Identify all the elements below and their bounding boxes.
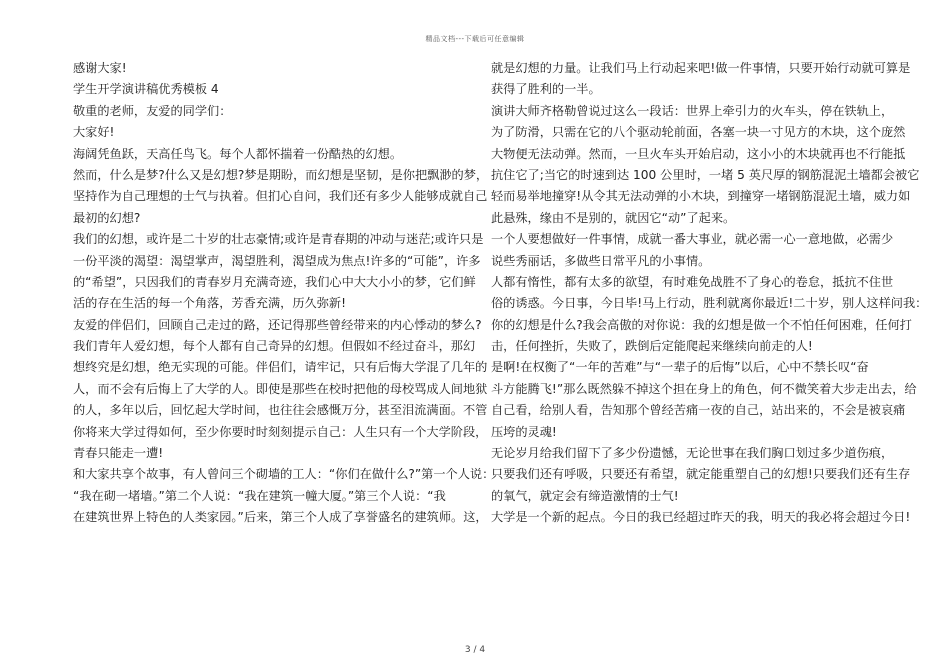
text-line: 在建筑世界上特色的人类家园。”后来，第三个人成了享誉盛名的建筑师。这，: [73, 510, 488, 525]
page-number: 3 / 4: [464, 645, 486, 655]
page-header: 精品文档---下载后可任意编辑: [425, 35, 525, 43]
text-line: 海阔凭鱼跃，天高任鸟飞。每个人都怀揣着一份酷热的幻想。: [73, 146, 403, 161]
text-line: 我们青年人爱幻想，每个人都有自己奇异的幻想。但假如不经过奋斗，那幻: [73, 339, 476, 354]
text-line: 和大家共享个故事，有人曾问三个砌墙的工人：“你们在做什么?”第一个人说：: [73, 467, 495, 482]
text-line: 说些秀丽话，多做些日常平凡的小事情。: [491, 253, 711, 268]
text-line: 的人，多年以后，回忆起大学时间，也往往会感慨万分，甚至泪流满面。不管: [73, 403, 488, 418]
text-line: 的“希望”，只因我们的青春岁月充满奇迹，我们心中大大小小的梦，它们鲜: [73, 274, 476, 289]
text-line: 一份平淡的渴望：渴望掌声，渴望胜利，渴望成为焦点!许多的“可能”，许多: [73, 253, 481, 268]
text-line: 轻而易举地撞穿!从令其无法动弹的小木块，到撞穿一堵钢筋混泥土墙，威力如: [491, 189, 911, 204]
text-line: 是啊!在权衡了“一年的苦难”与“一辈子的后悔”以后，心中不禁长叹“奋: [491, 360, 869, 375]
text-line: 只要我们还有呼吸，只要还有希望，就定能重塑自己的幻想!只要我们还有生存: [491, 467, 911, 482]
text-line: 此悬殊，缘由不是别的，就因它“动”了起来。: [491, 210, 736, 225]
text-line: 人都有惰性，都有太多的欲望，有时难免战胜不了身心的卷怠，抵抗不住世: [491, 274, 894, 289]
text-line: 活的存在生活的每一个角落，芳香充满，历久弥新!: [73, 296, 347, 311]
text-line: 学生开学演讲稿优秀模板 4: [73, 82, 219, 97]
right-column: [491, 58, 928, 529]
text-line: 你将来大学过得如何，至少你要时时刻刻提示自己：人生只有一个大学阶段，: [73, 424, 488, 439]
text-line: 俗的诱惑。今日事，今日毕!马上行动，胜利就离你最近!二十岁，别人这样问我：: [491, 296, 928, 311]
text-line: 然而，什么是梦?什么又是幻想?梦是期盼，而幻想是坚韧，是你把飘渺的梦，: [73, 167, 489, 182]
text-line: 最初的幻想?: [73, 210, 141, 225]
text-line: 获得了胜利的一半。: [491, 82, 601, 97]
text-line: 坚持作为自己理想的士气与执着。但扪心自问，我们还有多少人能够成就自己: [73, 189, 488, 204]
text-line: 就是幻想的力量。让我们马上行动起来吧!做一件事情，只要开始行动就可算是: [491, 61, 911, 75]
text-line: 无论岁月给我们留下了多少份遗憾，无论世事在我们胸口划过多少道伤痕，: [491, 446, 894, 461]
text-line: 大物便无法动弹。然而，一旦火车头开始启动，这小小的木块就再也不行能抵: [491, 146, 906, 161]
text-line: 压垮的灵魂!: [491, 424, 557, 439]
text-line: 的氧气，就定会有缔造激情的士气!: [491, 488, 679, 503]
text-line: 友爱的伴侣们，回顾自己走过的路，还记得那些曾经带来的内心悸动的梦么?: [73, 317, 482, 332]
text-line: 你的幻想是什么?我会高傲的对你说：我的幻想是做一个不怕任何困难，任何打: [491, 317, 912, 332]
text-line: 敬重的老师，友爱的同学们：: [73, 103, 232, 118]
text-line: 人，而不会有后悔上了大学的人。即使是那些在校时把他的母校骂成人间地狱: [73, 381, 488, 396]
text-line: 大家好!: [73, 125, 115, 140]
text-line: 抗住它了;当它的时速到达 100 公里时，一堵 5 英尺厚的钢筋混泥土墙都会被它: [491, 167, 920, 182]
text-line: 自己看，给别人看，告知那个曾经苦痛一夜的自己，站出来的，不会是被哀痛: [491, 403, 906, 418]
left-column: [73, 58, 495, 529]
text-line: “我在砌一堵墙。”第二个人说：“我在建筑一幢大厦。”第三个人说：“我: [73, 488, 446, 503]
text-line: 演讲大师齐格勒曾说过这么一段话：世界上牵引力的火车头，停在铁轨上，: [491, 103, 894, 118]
text-line: 一个人要想做好一件事情，成就一番大事业，就必需一心一意地做，必需少: [491, 232, 894, 247]
text-line: 为了防滑，只需在它的八个驱动轮前面，各塞一块一寸见方的木块，这个庞然: [491, 125, 906, 140]
text-line: 我们的幻想，或许是二十岁的壮志豪情;或许是青春期的冲动与迷茫;或许只是: [73, 232, 484, 247]
text-line: 击，任何挫折，失败了，跌倒后定能爬起来继续向前走的人!: [491, 339, 813, 354]
text-line: 大学是一个新的起点。今日的我已经超过昨天的我，明天的我必将会超过今日!: [491, 510, 911, 525]
text-line: 青春只能走一遭!: [73, 446, 164, 461]
text-line: 感谢大家!: [73, 61, 127, 75]
text-line: 斗方能腾飞!”那么既然躲不掉这个担在身上的角色，何不微笑着大步走出去，给: [491, 381, 917, 396]
text-line: 想终究是幻想，绝无实现的可能。伴侣们，请牢记，只有后悔大学混了几年的: [73, 360, 488, 375]
